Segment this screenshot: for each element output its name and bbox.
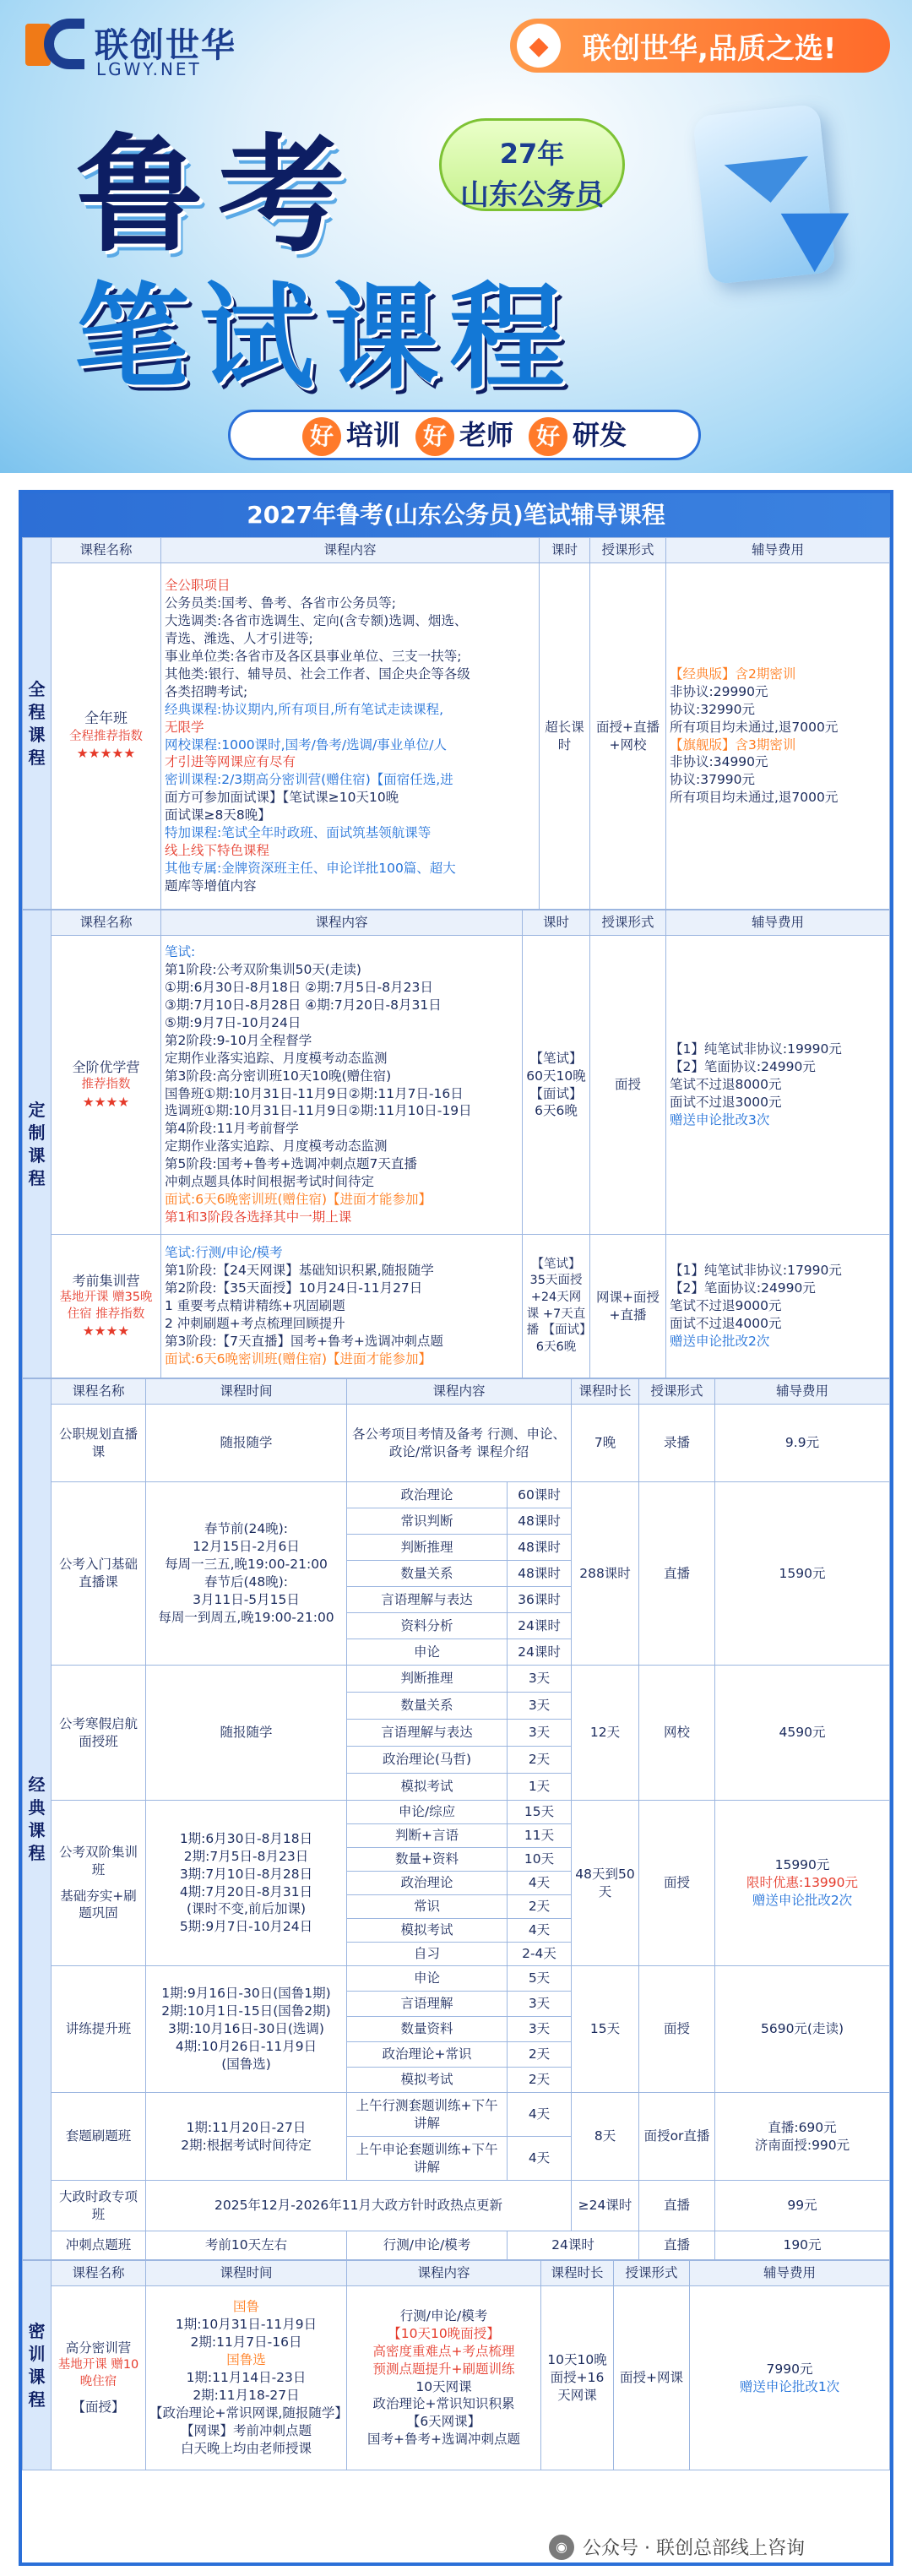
header-banner [0, 0, 912, 473]
text-line: 1 重要考点精讲精练+巩固刷题 [165, 1298, 345, 1314]
text-line: 题库等增值内容 [165, 878, 257, 894]
text-line: 笔试: [165, 944, 196, 960]
text-line: 所有项目均未通过,退7000元 [670, 790, 839, 806]
text-line: 春节后(48晚): [204, 1574, 289, 1590]
sub-hours: 2天 [508, 1895, 572, 1919]
sub-hours: 1天 [508, 1774, 572, 1801]
sub-hours: 4天 [508, 1872, 572, 1895]
course-content [347, 2286, 541, 2470]
section-custom-course [22, 910, 890, 1378]
sub-subject: 判断推理 [347, 1535, 508, 1561]
course-fee: 9.9元 [715, 1405, 890, 1482]
text-line: 才引进等网课应有尽有 [165, 754, 296, 770]
course-time: 随报随学 [146, 1666, 347, 1801]
text-line: 2期:10月1日-15日(国鲁2期) [161, 2003, 331, 2019]
course-time [146, 2093, 347, 2181]
text-line: 2期:11月7日-16日 [190, 2334, 302, 2350]
sub-subject: 言语理解 [347, 1992, 508, 2017]
text-line: 1期:11月14日-23日 [186, 2370, 307, 2386]
text-line: 定期作业落实追踪、月度模考动态监测 [165, 1050, 388, 1066]
badge-year: 27年 [499, 138, 565, 170]
col-header: 辅导费用 [690, 2261, 890, 2286]
text-line: 第1和3阶段各选择其中一期上课 [165, 1209, 352, 1225]
text-line: 面试:6天6晚密训班(赠住宿)【进面才能参加】 [165, 1192, 432, 1208]
sub-hours: 24课时 [508, 1613, 572, 1639]
text-line: 预测点题提升+刷题训练 [372, 2361, 515, 2377]
course-mode: 直播 [639, 2181, 715, 2231]
course-name: 套题刷题班 [52, 2093, 146, 2181]
col-header: 课程名称 [52, 1379, 146, 1405]
course-content [161, 1235, 523, 1378]
fee-line: 济南面授:990元 [754, 2137, 850, 2153]
title-course: 笔试课程 [74, 272, 574, 405]
sub-hours: 5天 [508, 1966, 572, 1992]
sub-hours: 2天 [508, 1747, 572, 1774]
text-line: 面试:6天6晚密训班(赠住宿)【进面才能参加】 [165, 1350, 432, 1367]
sub-subject: 申论 [347, 1639, 508, 1666]
section-label: 经典课程 [23, 1379, 52, 2260]
course-mode: 面授+直播+网校 [590, 563, 666, 910]
sub-subject: 言语理解与表达 [347, 1587, 508, 1613]
course-duration: 10天10晚面授+16天网课 [541, 2286, 614, 2470]
text-line: 面试不过退3000元 [670, 1094, 782, 1110]
course-hours: 【笔试】60天10晚 【面试】6天6晚 [523, 936, 590, 1235]
time-line: 1期:11月20日-27日 [186, 2119, 307, 2135]
col-header: 课程内容 [161, 538, 540, 563]
course-duration: ≥24课时 [572, 2181, 639, 2231]
sub-subject: 政治理论+常识 [347, 2042, 508, 2068]
text-line: 4期:7月20日-8月31日 [179, 1883, 313, 1899]
text-line: 赠送申论批改3次 [670, 1111, 770, 1128]
sub-hours: 3天 [508, 1666, 572, 1693]
text-line: 其他类:银行、辅导员、社会工作者、国企央企等各级 [165, 666, 470, 682]
col-header: 授课形式 [614, 2261, 690, 2286]
col-header: 课程时间 [146, 1379, 347, 1405]
sub-hours: 48课时 [508, 1508, 572, 1535]
sub-hours: 3天 [508, 1992, 572, 2017]
text-line: 春节前(24晚): [204, 1521, 289, 1537]
course-name: 公考入门基础直播课 [52, 1482, 146, 1666]
course-name: 公职规划直播课 [52, 1405, 146, 1482]
sub-subject: 申论 [347, 1966, 508, 1992]
sub-hours: 48课时 [508, 1561, 572, 1587]
text-line: 2期:7月5日-8月23日 [183, 1848, 309, 1864]
text-line: 密训课程:2/3期高分密训营(赠住宿)【面宿任选,进 [165, 772, 453, 788]
section-label: 全程课程 [23, 538, 52, 910]
text-line: 事业单位类:各省市及各区县事业单位、三支一扶等; [165, 648, 462, 664]
sub-subject: 申论/综应 [347, 1801, 508, 1824]
sub-hours: 15天 [508, 1801, 572, 1824]
course-hours: 超长课时 [540, 563, 590, 910]
text-line: 冲刺点题具体时间根据考试时间待定 [165, 1174, 375, 1190]
course-time [146, 2286, 347, 2470]
text-line: 【10天10晚面授】 [388, 2325, 500, 2341]
text-line: 1期:9月16日-30日(国鲁1期) [161, 1986, 331, 2002]
course-fee: 99元 [715, 2181, 890, 2231]
text-line: 非协议:34990元 [670, 754, 768, 770]
sub-hours: 11天 [508, 1824, 572, 1848]
text-line: 行测/申论/模考 [399, 2307, 488, 2323]
course-name [52, 1801, 146, 1966]
course-name-cell [52, 2286, 146, 2470]
text-line: 3期:7月10日-8月28日 [179, 1866, 313, 1882]
text-line: 国鲁班①期:10月31日-11月9日②期:11月7日-16日 [165, 1085, 464, 1101]
text-line: 每周一到周五,晚19:00-21:00 [158, 1609, 334, 1625]
course-name-sub: 基础夯实+刷题巩固 [60, 1888, 137, 1921]
course-note: 基地开课 赠10晚住宿 [57, 2357, 139, 2389]
course-fee [690, 2286, 890, 2470]
recommend-index: 基地开课 赠35晚住宿 推荐指数 [59, 1291, 153, 1321]
section-secret-course [22, 2260, 890, 2470]
course-table [19, 490, 893, 2566]
sub-subject: 上午申论套题训练+下午讲解 [347, 2137, 508, 2181]
text-line: 非协议:29990元 [670, 683, 768, 699]
text-line: 协议:32990元 [670, 701, 756, 717]
course-time [146, 1482, 347, 1666]
fee-gift: 赠送申论批改2次 [752, 1892, 853, 1908]
rating-stars: ★★★★★ [76, 746, 136, 762]
course-fee: 4590元 [715, 1666, 890, 1801]
year-badge [439, 118, 625, 211]
text-line: (课时不变,前后加课) [186, 1901, 307, 1917]
text-line: 国鲁 [232, 2299, 259, 2315]
sub-hours: 4天 [508, 2093, 572, 2137]
course-content [161, 563, 540, 910]
text-line: 国鲁选 [226, 2352, 266, 2368]
text-line: 笔试不过退8000元 [670, 1077, 782, 1093]
course-name: 全阶优学营 [72, 1059, 140, 1076]
fee-gift: 赠送申论批改1次 [739, 2378, 840, 2394]
text-line: 【旗舰版】含3期密训 [670, 736, 796, 753]
course-name-cell [52, 936, 161, 1235]
text-line: 全公职项目 [165, 578, 231, 594]
logo-icon [25, 19, 88, 69]
gem-icon: ◆ [517, 24, 561, 68]
col-header: 课程时长 [572, 1379, 639, 1405]
text-line: 第5阶段:国考+鲁考+选调冲刺点题7天直播 [165, 1156, 417, 1172]
text-line: 每周一三五,晚19:00-21:00 [165, 1557, 328, 1573]
course-content: 2025年12月-2026年11月大政方针时政热点更新 [146, 2181, 572, 2231]
course-duration: 15天 [572, 1966, 639, 2093]
text-line: 网校课程:1000课时,国考/鲁考/选调/事业单位/人 [165, 736, 447, 753]
fee-price: 7990元 [766, 2361, 813, 2377]
sub-subject: 政治理论(马哲) [347, 1747, 508, 1774]
course-mode-tag: 【面授】 [72, 2399, 125, 2416]
feature-item: 好 培训 [302, 414, 400, 456]
course-hours: 【笔试】35天面授 +24天网课 +7天直播 【面试】6天6晚 [523, 1235, 590, 1378]
col-header: 课时 [540, 538, 590, 563]
sub-hours: 24课时 [508, 1639, 572, 1666]
course-duration: 48天到50天 [572, 1801, 639, 1966]
sub-subject: 判断推理 [347, 1666, 508, 1693]
sub-subject: 自习 [347, 1943, 508, 1966]
course-fee: 190元 [715, 2231, 890, 2260]
col-header: 授课形式 [590, 910, 666, 936]
sub-subject: 模拟考试 [347, 1774, 508, 1801]
wechat-icon: ◉ [549, 2535, 574, 2560]
text-line: 面方可参加面试课】【笔试课≥10天10晚 [165, 790, 399, 806]
feature-item: 好 研发 [529, 414, 627, 456]
course-name: 高分密训营 [65, 2340, 132, 2356]
course-mode: 面授or直播 [639, 2093, 715, 2181]
text-line: 经典课程:协议期内,所有项目,所有笔试走读课程, [165, 701, 444, 717]
course-duration: 288课时 [572, 1482, 639, 1666]
course-mode: 网课+面授+直播 [590, 1235, 666, 1378]
sub-hours: 2天 [508, 2042, 572, 2068]
text-line: 协议:37990元 [670, 772, 756, 788]
badge-exam: 山东公务员 [460, 178, 604, 212]
text-line: 笔试:行测/申论/模考 [165, 1245, 283, 1261]
course-name-main: 公考双阶集训班 [58, 1844, 138, 1878]
sub-hours: 2-4天 [508, 1943, 572, 1966]
sub-subject: 资料分析 [347, 1613, 508, 1639]
course-mode: 面授 [590, 936, 666, 1235]
course-fee [666, 563, 890, 910]
sub-subject: 判断+言语 [347, 1824, 508, 1848]
course-fee: 1590元 [715, 1482, 890, 1666]
col-header: 课时 [523, 910, 590, 936]
text-line: 第4阶段:11月考前督学 [165, 1121, 299, 1137]
col-header: 课程内容 [161, 910, 523, 936]
text-line: 第1阶段:【24天网课】基础知识积累,随报随学 [165, 1263, 434, 1279]
recommend-index: 推荐指数 [81, 1078, 131, 1092]
text-line: 【6天网课】 [406, 2414, 481, 2430]
text-line: 青选、潍选、人才引进等; [165, 630, 313, 646]
fee-line: 直播:690元 [768, 2119, 837, 2135]
sub-subject: 数量关系 [347, 1561, 508, 1587]
course-name: 公考寒假启航面授班 [52, 1666, 146, 1801]
sub-hours: 4天 [508, 2137, 572, 2181]
sub-subject: 上午行测套题训练+下午讲解 [347, 2093, 508, 2137]
course-mode: 录播 [639, 1405, 715, 1482]
text-line: 面试课≥8天8晚】 [165, 807, 271, 823]
text-line: 【2】笔面协议:24990元 [670, 1059, 816, 1075]
sub-subject: 数量+资料 [347, 1848, 508, 1872]
text-line: 所有项目均未通过,退7000元 [670, 719, 839, 735]
text-line: 【经典版】含2期密训 [670, 666, 796, 682]
text-line: 特加课程:笔试全年时政班、面试筑基领航课等 [165, 825, 432, 841]
course-mode: 直播 [639, 1482, 715, 1666]
text-line: 12月15日-2月6日 [193, 1539, 300, 1555]
text-line: 选调班①期:10月31日-11月9日②期:11月10日-19日 [165, 1103, 472, 1119]
text-line: 第2阶段:9-10月全程督学 [165, 1032, 312, 1048]
section-full-course [22, 537, 890, 910]
course-duration: 24课时 [508, 2231, 639, 2260]
fee-discount: 限时优惠:13990元 [746, 1875, 859, 1891]
brand-sub: LGWY.NET [96, 59, 202, 79]
course-name: 大政时政专项班 [52, 2181, 146, 2231]
text-line: 2 冲刺刷题+考点梳理回顾提升 [165, 1315, 345, 1331]
sub-subject: 政治理论 [347, 1872, 508, 1895]
text-line: ⑤期:9月7日-10月24日 [165, 1014, 301, 1030]
course-mode: 网校 [639, 1666, 715, 1801]
course-fee [715, 2093, 890, 2181]
sub-hours: 3天 [508, 1720, 572, 1747]
text-line: 3期:10月16日-30日(选调) [168, 2021, 324, 2037]
course-name: 考前集训营 [72, 1272, 140, 1289]
sub-subject: 数量资料 [347, 2017, 508, 2042]
sub-subject: 常识 [347, 1895, 508, 1919]
text-line: 1期:10月31日-11月9日 [175, 2317, 318, 2333]
course-duration: 12天 [572, 1666, 639, 1801]
text-line: 线上线下特色课程 [165, 843, 270, 859]
text-line: 3月11日-5月15日 [193, 1591, 300, 1607]
course-fee [666, 1235, 890, 1378]
text-line: 第2阶段:【35天面授】10月24日-11月27日 [165, 1280, 423, 1296]
course-name: 全年班 [84, 709, 128, 727]
col-header: 课程内容 [347, 2261, 541, 2286]
brand-name: 联创世华 [95, 26, 236, 65]
text-line: 10天网课 [415, 2378, 472, 2394]
text-line: 面试不过退4000元 [670, 1315, 782, 1331]
col-header: 课程名称 [52, 910, 161, 936]
text-line: 国考+鲁考+选调冲刺点题 [367, 2432, 520, 2448]
text-line: 第1阶段:公考双阶集训50天(走读) [165, 962, 361, 978]
text-line: 1期:6月30日-8月18日 [179, 1830, 313, 1846]
sub-hours: 4天 [508, 1919, 572, 1943]
footer-text: 公众号 · 联创总部线上咨询 [583, 2538, 805, 2559]
col-header: 课程时间 [146, 2261, 347, 2286]
course-mode: 面授 [639, 1801, 715, 1966]
text-line: ③期:7月10日-8月28日 ④期:7月20日-8月31日 [165, 997, 442, 1013]
course-content: 各公考项目考情及备考 行测、申论、 政论/常识备考 课程介绍 [347, 1405, 572, 1482]
sub-subject: 政治理论 [347, 1482, 508, 1508]
text-line: 第3阶段:【7天直播】国考+鲁考+选调冲刺点题 [165, 1333, 443, 1349]
course-time [146, 1801, 347, 1966]
text-line: 【1】纯笔试非协议:19990元 [670, 1041, 842, 1057]
course-name-cell [52, 563, 161, 910]
text-line: 高密度重难点+考点梳理 [372, 2343, 515, 2359]
section-classic-course [22, 1378, 890, 2260]
text-line: 5期:9月7日-10月24日 [179, 1919, 313, 1935]
col-header: 课程名称 [52, 2261, 146, 2286]
sub-hours: 10天 [508, 1848, 572, 1872]
text-line: 各类招聘考试; [165, 683, 248, 699]
course-name-cell [52, 1235, 161, 1378]
course-fee: 5690元(走读) [715, 1966, 890, 2093]
section-label: 定制课程 [23, 910, 52, 1378]
sub-subject: 常识判断 [347, 1508, 508, 1535]
col-header: 辅导费用 [715, 1379, 890, 1405]
section-label: 密训课程 [23, 2261, 52, 2470]
text-line: 【2】笔面协议:24990元 [670, 1280, 816, 1296]
col-header: 课程时长 [541, 2261, 614, 2286]
sub-subject: 模拟考试 [347, 2068, 508, 2093]
sub-hours: 60课时 [508, 1482, 572, 1508]
course-time: 考前10天左右 [146, 2231, 347, 2260]
sub-subject: 数量关系 [347, 1693, 508, 1720]
text-line: 赠送申论批改2次 [670, 1333, 770, 1349]
text-line: 笔试不过退9000元 [670, 1298, 782, 1314]
sub-subject: 模拟考试 [347, 1919, 508, 1943]
text-line: 第3阶段:高分密训班10天10晚(赠住宿) [165, 1068, 392, 1084]
text-line: 无限学 [165, 719, 204, 735]
sub-hours: 3天 [508, 1693, 572, 1720]
col-header: 辅导费用 [666, 538, 890, 563]
text-line: 2期:11月18-27日 [193, 2387, 300, 2403]
recommend-index: 全程推荐指数 [69, 729, 143, 743]
text-line: 其他专属:金牌资深班主任、申论详批100篇、超大 [165, 860, 456, 876]
text-line: 4期:10月26日-11月9日 [175, 2038, 318, 2054]
rating-stars: ★★★★ [82, 1323, 130, 1340]
text-line: 定期作业落实追踪、月度模考动态监测 [165, 1139, 388, 1155]
slogan-pill [510, 19, 890, 73]
course-fee [715, 1801, 890, 1966]
sub-hours: 36课时 [508, 1587, 572, 1613]
title-luokao: 鲁考 [76, 122, 361, 269]
course-fee [666, 936, 890, 1235]
text-line: 公务员类:国考、鲁考、各省市公务员等; [165, 595, 396, 611]
sub-hours: 3天 [508, 2017, 572, 2042]
text-line: 【网课】考前冲刺点题 [180, 2422, 312, 2438]
feature-pill-bar [228, 410, 701, 460]
course-time [146, 1966, 347, 2093]
course-mode: 面授+网课 [614, 2286, 690, 2470]
text-line: 白天晚上均由老师授课 [180, 2440, 312, 2456]
text-line: 政治理论+常识知识积累 [372, 2396, 515, 2412]
course-content [161, 936, 523, 1235]
rating-stars: ★★★★ [82, 1094, 130, 1110]
footer-watermark [549, 2534, 805, 2560]
text-line: ①期:6月30日-8月18日 ②期:7月5日-8月23日 [165, 979, 433, 995]
col-header: 授课形式 [639, 1379, 715, 1405]
text-line: (国鲁选) [221, 2056, 271, 2072]
sub-subject: 言语理解与表达 [347, 1720, 508, 1747]
feature-item: 好 老师 [415, 414, 513, 456]
col-header: 授课形式 [590, 538, 666, 563]
table-title: 2027年鲁考(山东公务员)笔试辅导课程 [22, 493, 890, 537]
course-content: 行测/申论/模考 [347, 2231, 508, 2260]
course-duration: 8天 [572, 2093, 639, 2181]
course-duration: 7晚 [572, 1405, 639, 1482]
fee-price: 15990元 [774, 1857, 830, 1873]
sub-hours: 48课时 [508, 1535, 572, 1561]
course-name: 冲刺点题班 [52, 2231, 146, 2260]
envelope-icon [667, 93, 861, 296]
sub-hours: 2天 [508, 2068, 572, 2093]
time-line: 2期:根据考试时间待定 [181, 2137, 312, 2153]
slogan-text: 联创世华,品质之选! [583, 31, 837, 66]
course-name: 讲练提升班 [52, 1966, 146, 2093]
text-line: 【政治理论+常识网课,随报随学】 [149, 2405, 348, 2421]
col-header: 课程内容 [347, 1379, 572, 1405]
text-line: 大选调类:各省市选调生、定向(含专额)选调、烟选、 [165, 613, 468, 629]
col-header: 课程名称 [52, 538, 161, 563]
course-time: 随报随学 [146, 1405, 347, 1482]
course-mode: 直播 [639, 2231, 715, 2260]
text-line: 【1】纯笔试非协议:17990元 [670, 1263, 842, 1279]
course-mode: 面授 [639, 1966, 715, 2093]
col-header: 辅导费用 [666, 910, 890, 936]
